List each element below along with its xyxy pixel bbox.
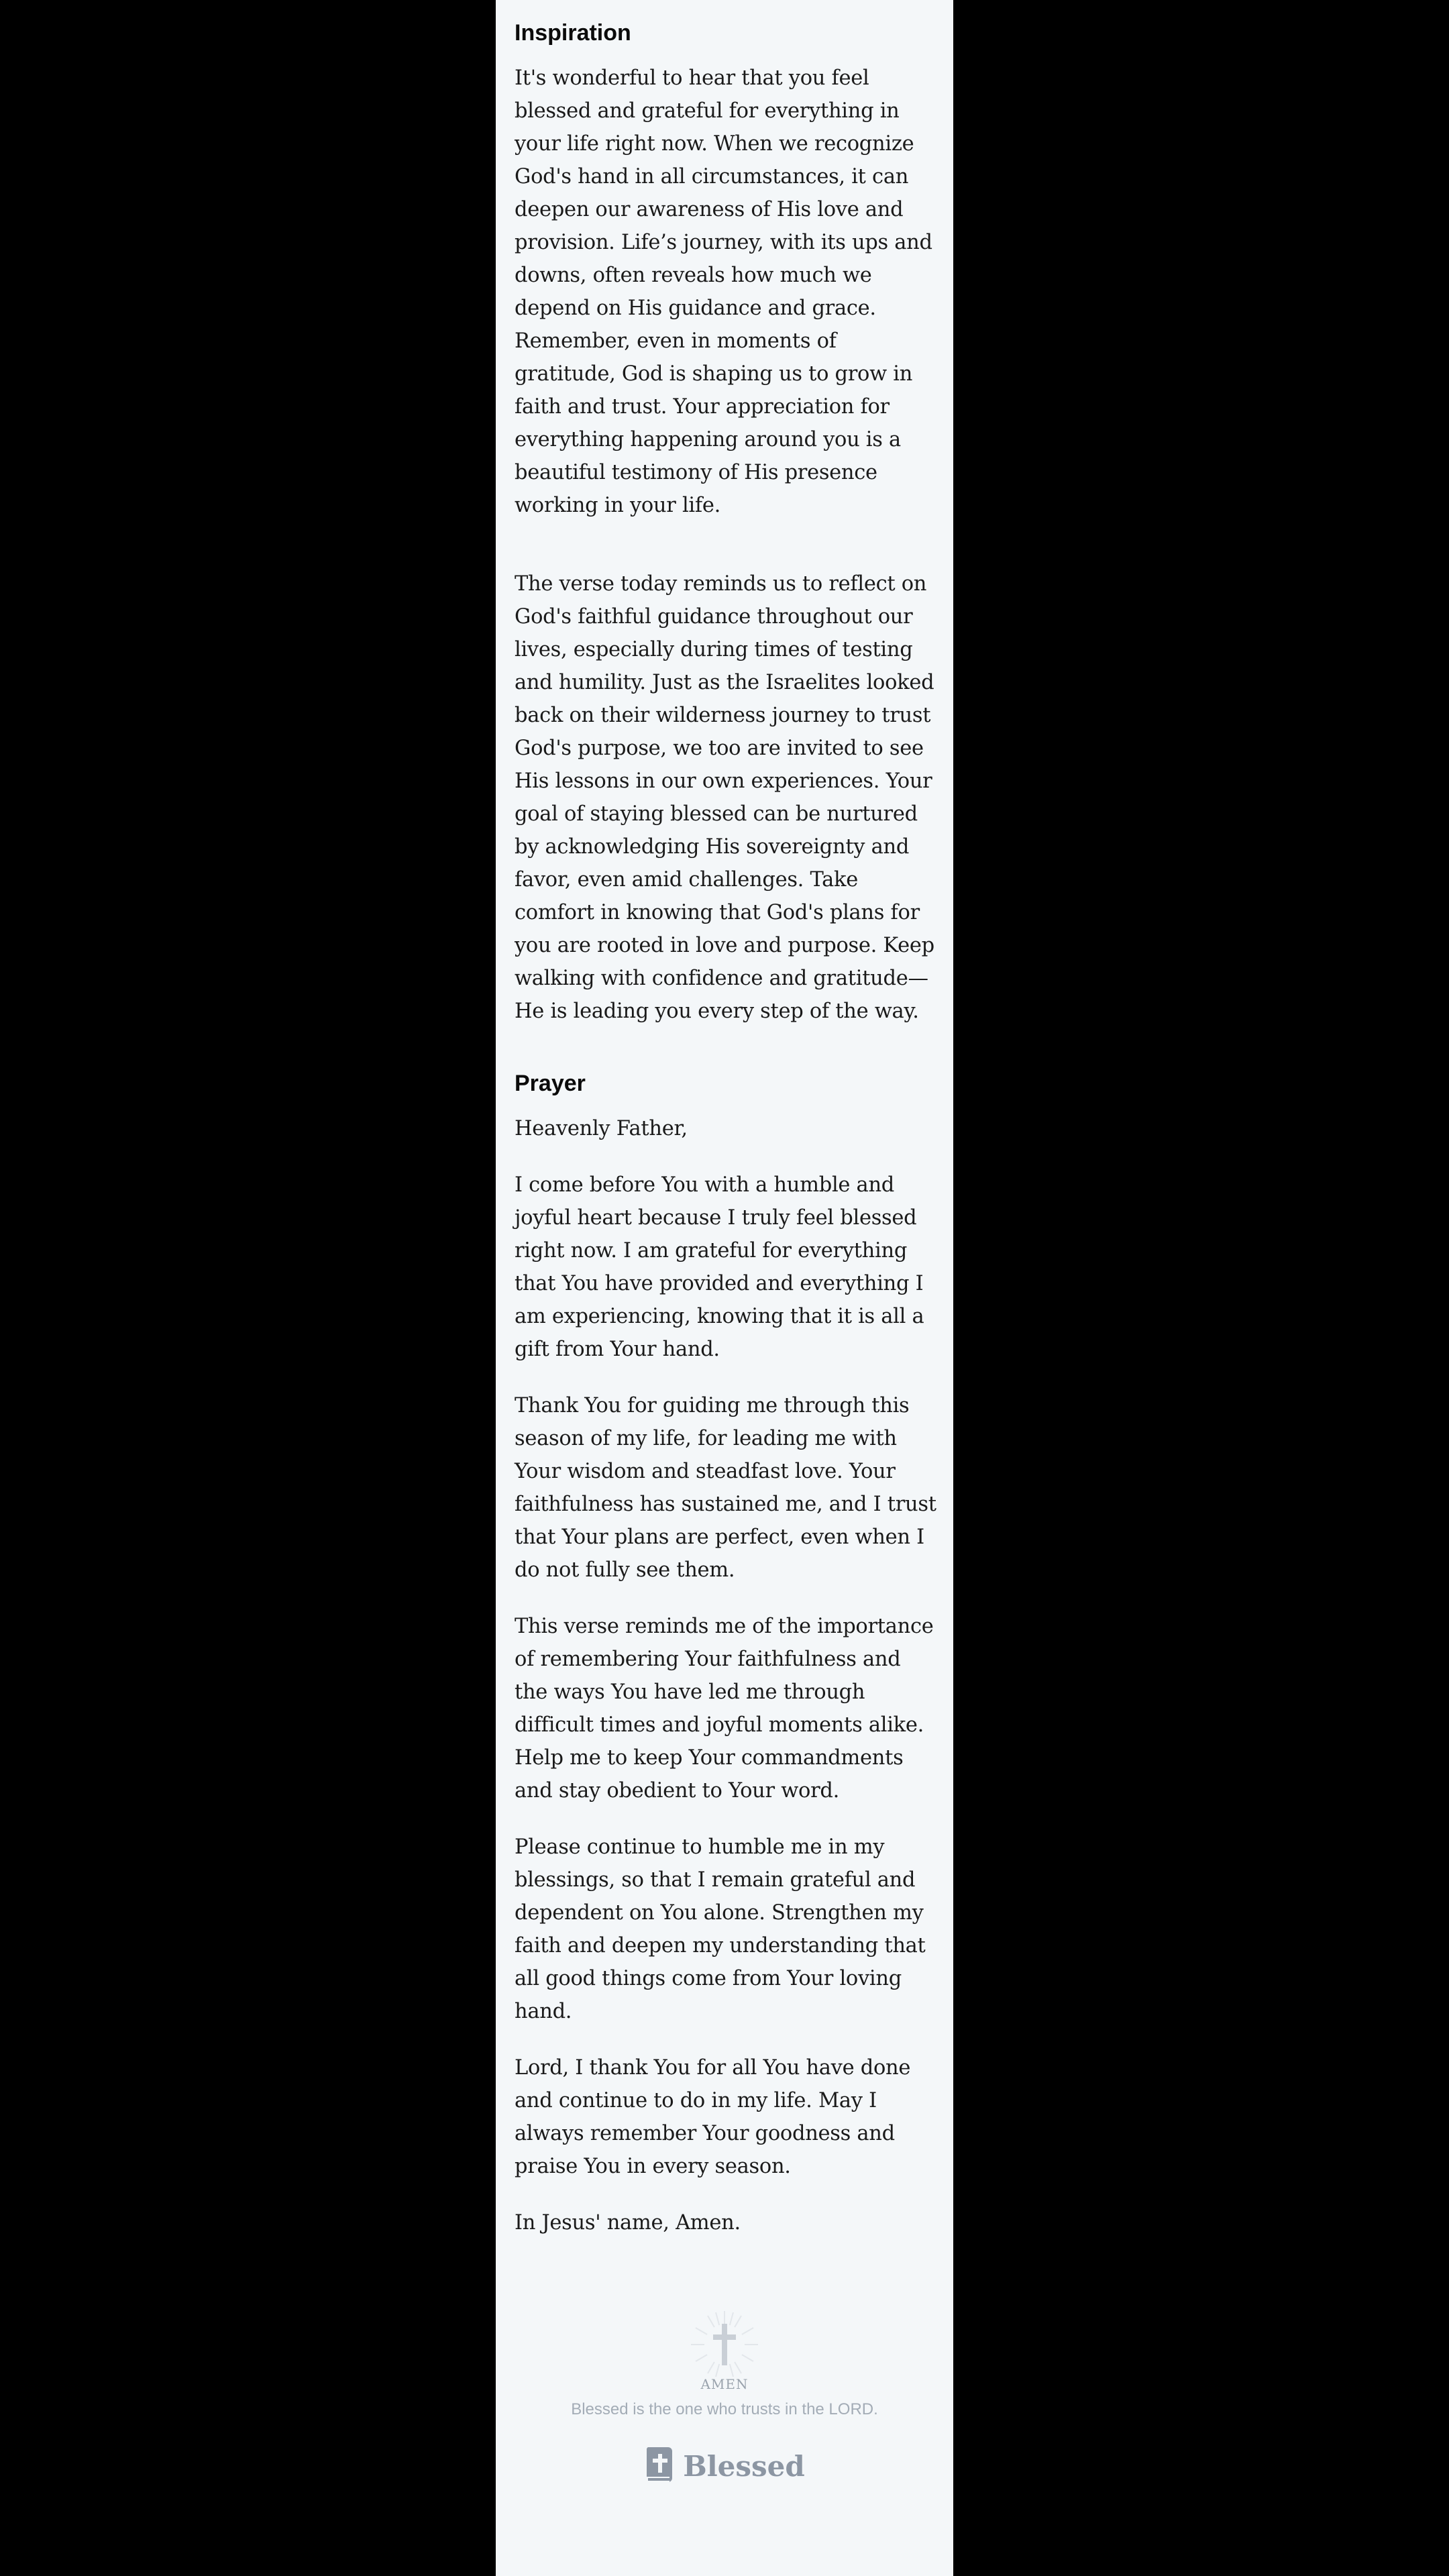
devotional-page[interactable] [496,0,953,2576]
prayer-closing: In Jesus' name, Amen. [515,2211,741,2235]
radiant-cross-icon [688,2308,761,2381]
prayer-paragraph: Heavenly Father, [515,1117,688,1140]
brand-logo [496,2445,953,2488]
amen-label: AMEN [700,2376,749,2392]
prayer-paragraph: This verse reminds me of the importance of remembering Your faithfulness and the ways You have led me through difficult times and joyful moments alike. Help me to keep Your commandments and stay obedient to Your word. [515,1615,934,1803]
footer [496,2308,953,2488]
prayer-paragraph: Lord, I thank You for all You have done and continue to do in my life. May I always remember Your goodness and praise You in every season. [515,2056,911,2178]
prayer-paragraph: I come before You with a humble and joyful heart because I truly feel blessed right now. I am grateful for everything that You have provided and everything I am experiencing, knowing that it is all a gift from Your hand. [515,1173,924,1361]
inspiration-heading: Inspiration [515,20,631,46]
prayer-paragraph: Thank You for guiding me through this season of my life, for leading me with Your wisdom and steadfast love. Your faithfulness has sustained me, and I trust that Your plans are perfect, even when I do not fully see them. [515,1394,936,1582]
footer-verse: Blessed is the one who trusts in the LORD. [571,2400,878,2418]
prayer-body [515,1112,937,2263]
bible-cross-icon [644,2445,675,2488]
prayer-paragraph: Please continue to humble me in my blessings, so that I remain grateful and dependent on You alone. Strengthen my faith and deepen my understanding that all good things come from Your loving hand. [515,1835,926,2023]
brand-name: Blessed [683,2450,805,2483]
inspiration-paragraph: The verse today reminds us to reflect on God's faithful guidance throughout our lives, especially during times of testing and humility. Just as the Israelites looked back on their wilderness journey to trust God's purpose, we too are invited to see His lessons in our own experiences. Your goal of staying blessed can be nurtured by acknowledging His sovereignty and favor, even amid challenges. Take comfort in knowing that God's plans for you are rooted in love and purpose. Keep walking with confidence and gratitude—He is leading you every step of the way. [515,572,934,1023]
inspiration-paragraph: It's wonderful to hear that you feel blessed and grateful for everything in your life right now. When we recognize God's hand in all circumstances, it can deepen our awareness of His love and provision. Life’s journey, with its ups and downs, often reveals how much we depend on His guidance and grace. Remember, even in moments of gratitude, God is shaping us to grow in faith and trust. Your appreciation for everything happening around you is a beautiful testimony of His presence working in your life. [515,66,932,517]
prayer-heading: Prayer [515,1071,586,1096]
